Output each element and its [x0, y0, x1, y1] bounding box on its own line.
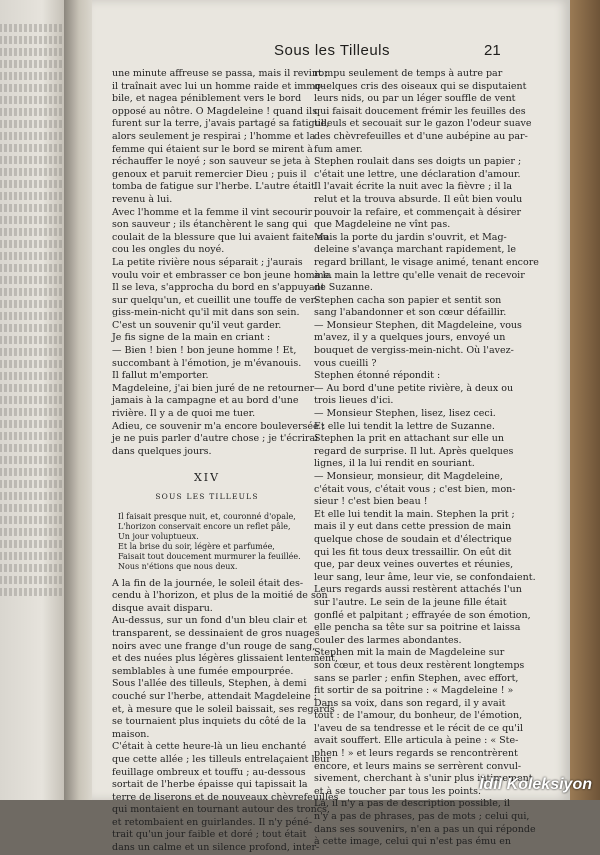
running-title: Sous les Tilleuls [273, 42, 391, 59]
text-line: feuillage ombreux et touffu ; au-dessous [112, 766, 306, 778]
facing-page-edge [0, 0, 70, 800]
book-cover-edge [570, 0, 600, 800]
text-line: qui montaient en tournant autour des troncs, [112, 804, 330, 816]
text-line: quelques cris des oiseaux qui se disputaient [314, 80, 527, 92]
text-line: fit sortir de sa poitrine : « Magdeleine ! » [314, 685, 514, 697]
text-line: Un jour voluptueux. [118, 531, 199, 541]
text-line: Stephen étonné répondit : [314, 370, 441, 382]
text-line: et retombaient en guirlandes. Il n'y péné- [112, 816, 313, 828]
text-line: et à se toucher par tous les points. [314, 785, 482, 797]
text-line: opposé au nôtre. O Magdeleine ! quand ils [112, 105, 318, 117]
text-line: pouvoir la refaire, et commençait à désirer [314, 206, 522, 218]
text-line: Il l'avait écrite la nuit avec la fièvre ; il la [314, 181, 513, 193]
text-line: noirs avec une frange d'un rouge de sang, [112, 640, 316, 652]
text-line: Et elle lui tendit la lettre de Suzanne. [314, 420, 495, 432]
text-line: Adieu, ce souvenir m'a encore bouleversée ; [112, 420, 325, 432]
text-line: quelque chose de soudain et d'électrique [314, 533, 512, 545]
text-line: réchauffer le noyé ; son sauveur se jeta à [112, 156, 311, 168]
text-line: femme qui étaient sur le bord se mirent à [112, 143, 313, 155]
text-line: et des nuées plus légères glissaient lentement, [112, 653, 338, 665]
text-line: m'avez, il y a quelques jours, envoyé un [314, 332, 506, 344]
text-line: sieur ! c'est bien beau ! [314, 496, 428, 508]
watermark-text: İdil Koleksiyon [479, 776, 592, 793]
text-line: — Monsieur, monsieur, dit Magdeleine, [314, 471, 503, 482]
text-line: que Magdeleine ne vînt pas. [314, 219, 451, 231]
text-line: relut et la trouva absurde. Il eût bien voulu [314, 193, 523, 205]
text-line: sans se parler ; enfin Stephen, avec effort, [314, 672, 519, 684]
text-line: Stephen la prit en attachant sur elle un [314, 433, 505, 445]
text-line: bile, et nagea péniblement vers le bord [112, 93, 302, 105]
text-line: Il faisait presque nuit, et, couronné d'opale, [118, 511, 296, 521]
text-line: tilleuls et secouait sur le gazon l'odeur suave [314, 118, 532, 130]
book-page [92, 0, 570, 854]
text-line: rompu seulement de temps à autre par [314, 68, 503, 79]
text-line: encore, et leurs mains se serrèrent convul- [314, 760, 522, 772]
text-line: — Bien ! bien ! bon jeune homme ! Et, [112, 345, 297, 357]
text-line: alors seulement je respirai ; l'homme et la [112, 130, 316, 142]
text-line: que, par deux veines ouvertes et réunies, [314, 559, 514, 571]
text-line: maison. [112, 728, 150, 740]
text-line: Nous n'étions que nous deux. [118, 561, 238, 571]
text-line: Là, il n'y a pas de description possible, il [314, 798, 510, 810]
text-line: revenu à lui. [112, 193, 173, 205]
text-line: sur quelqu'un, et cueillit une touffe de ver- [112, 294, 319, 306]
text-line: cou les ongles du noyé. [112, 244, 225, 256]
text-line: bouquet de vergiss-mein-nicht. Où l'avez- [314, 345, 514, 357]
text-line: regard brillant, le visage animé, tenant encore [314, 256, 539, 268]
text-line: son cœur, et tous deux restèrent longtemps [314, 659, 525, 671]
text-line: jamais à la campagne et au bord d'une [112, 395, 299, 407]
text-line: trois lieues d'ici. [314, 395, 394, 407]
text-line: deleine s'avança marchant rapidement, le [314, 244, 517, 256]
text-line: Je fis signe de la main en criant : [112, 332, 271, 344]
text-line: La petite rivière nous séparait ; j'aurais [112, 256, 303, 268]
text-line: L'horizon conservait encore un reflet pâle, [118, 521, 291, 531]
text-line: Stephen roulait dans ses doigts un papier ; [314, 156, 522, 168]
text-line: couché sur l'herbe, attendait Magdeleine ; [112, 690, 317, 702]
text-line: c'était vous, c'était vous ; c'est bien, mon- [314, 483, 516, 495]
chapter-number: XIV [193, 471, 221, 485]
text-line: — Monsieur Stephen, dit Magdeleine, vous [314, 319, 522, 331]
text-line: regard de surprise. Il lut. Après quelques [314, 445, 514, 457]
text-line: son sauveur ; ils étanchèrent le sang qui [112, 219, 308, 231]
text-line: Il fallut m'emporter. [112, 370, 209, 382]
text-line: rivière. Il y a de quoi me tuer. [112, 408, 256, 420]
epigraph [112, 512, 302, 572]
text-line: Mais la porte du jardin s'ouvrit, et Mag- [314, 231, 507, 243]
page-number: 21 [484, 42, 501, 59]
text-line: Sous l'allée des tilleuls, Stephen, à demi [112, 678, 307, 690]
text-line: à cette image, celui qui n'est pas ému en [314, 836, 511, 848]
text-line: disque avait disparu. [112, 602, 213, 614]
text-line: C'est un souvenir qu'il veut garder. [112, 319, 282, 331]
text-line: terre de liserons et de nouveaux chèvrefeuilles [112, 791, 339, 803]
text-line: gonflé et palpitant ; effrayée de son émotion, [314, 609, 531, 621]
text-line: elle pencha sa tête sur sa poitrine et laissa [314, 622, 521, 634]
chapter-title: SOUS LES TILLEULS [155, 492, 259, 501]
text-line: semblables à une fumée empourprée. [112, 665, 294, 677]
text-line: tomba de fatigue sur l'herbe. L'autre était [112, 181, 315, 193]
text-line: leurs nids, ou par un léger souffle de vent [314, 93, 516, 105]
text-line: Avec l'homme et la femme il vint secourir [112, 206, 313, 218]
text-line: phen ! » et leurs regards se rencontrèrent [314, 748, 518, 760]
text-line: et, à mesure que le soleil baissait, ses regards [112, 703, 335, 715]
text-line: sang l'abandonner et son cœur défaillir. [314, 307, 507, 319]
text-line: qui les fit tous deux tressaillir. On eût dit [314, 546, 512, 558]
text-line: l'aveu de sa tendresse et le récit de ce qu'il [314, 722, 523, 734]
text-line: dans ses souvenirs, n'en a pas un qui réponde [314, 823, 536, 835]
text-line: leur sang, leur âme, leur vie, se confondaient. [314, 571, 536, 583]
text-line: Faisait tout doucement murmurer la feuillée. [118, 551, 301, 561]
text-line: de Suzanne. [314, 282, 373, 294]
text-line: Et la brise du soir, légère et parfumée, [118, 541, 275, 551]
text-line: Stephen cacha son papier et sentit son [314, 294, 502, 306]
text-line: sortait de l'herbe épaisse qui tapissait la [112, 779, 308, 791]
text-line: A la fin de la journée, le soleil était des- [112, 577, 304, 589]
text-line: sur l'autre. Le sein de la jeune fille était [314, 596, 507, 608]
text-line: Magdeleine, j'ai bien juré de ne retourner [112, 382, 315, 394]
text-line: lignes, il la lui rendit en souriant. [314, 458, 475, 470]
text-line: voulu voir et embrasser ce bon jeune homme. [112, 269, 333, 281]
text-line: coulait de la blessure que lui avaient faite au [112, 231, 329, 243]
text-line: sivement, cherchant à s'unir plus intimement [314, 773, 533, 785]
text-line: succombant à l'émotion, je m'évanouis. [112, 357, 302, 369]
text-line: je ne puis parler d'autre chose ; je t'écrirai [112, 433, 319, 445]
text-line: giss-mein-nicht qu'il mit dans son sein. [112, 307, 300, 319]
text-line: des chèvrefeuilles et d'une aubépine au par- [314, 130, 528, 142]
text-line: Au-dessus, sur un fond d'un bleu clair et [112, 615, 307, 627]
text-line: transparent, se dessinaient de gros nuages [112, 627, 320, 639]
text-line: n'y a pas de phrases, pas de mots ; celui qui, [314, 811, 530, 823]
text-line: furent sur la terre, j'avais partagé sa fatigue, [112, 118, 330, 130]
text-line: dans un calme et un silence profond, inter- [112, 842, 320, 854]
text-line: genoux et paruit remercier Dieu ; puis il [112, 168, 307, 180]
text-line: une minute affreuse se passa, mais il revint ; [112, 68, 328, 79]
text-line: Il se leva, s'approcha du bord en s'appuyant [112, 282, 325, 294]
text-line: trait qu'un jour faible et doré ; tout était [112, 829, 307, 841]
text-line: — Au bord d'une petite rivière, à deux ou [314, 382, 514, 394]
text-line: se tournaient plus inquiets du côté de la [112, 716, 307, 728]
text-line: fum amer. [314, 143, 363, 155]
text-line: Leurs regards aussi restèrent attachés l'un [314, 584, 522, 596]
text-line: couler des larmes abondantes. [314, 634, 462, 646]
text-line: dans quelques jours. [112, 445, 212, 457]
text-line: tout : de l'amour, du bonheur, de l'émotion, [314, 710, 523, 722]
text-line: Dans sa voix, dans son regard, il y avait [314, 697, 506, 709]
text-line: que cette allée ; les tilleuls entrelaçaient leur [112, 753, 331, 765]
text-line: — Monsieur Stephen, lisez, lisez ceci. [314, 408, 496, 420]
text-line: qui faisait doucement frémir les feuilles des [314, 105, 526, 117]
text-line: mais il y eut dans cette pression de main [314, 521, 512, 533]
text-line: à la main la lettre qu'elle venait de recevoir [314, 269, 525, 281]
text-line: C'était à cette heure-là un lieu enchanté [112, 741, 307, 753]
text-line: il traînait avec lui un homme raide et immo- [112, 80, 325, 92]
text-line: Et elle lui tendit la main. Stephen la prit ; [314, 508, 515, 520]
text-line: c'était une lettre, une déclaration d'amour. [314, 168, 521, 180]
text-line: vous cueilli ? [314, 357, 377, 369]
text-line: avait souffert. Elle articula à peine : « Ste- [314, 735, 519, 747]
text-line: cendu à l'horizon, et plus de la moitié de son [112, 590, 328, 602]
text-line: Stephen mit la main de Magdeleine sur [314, 647, 505, 659]
